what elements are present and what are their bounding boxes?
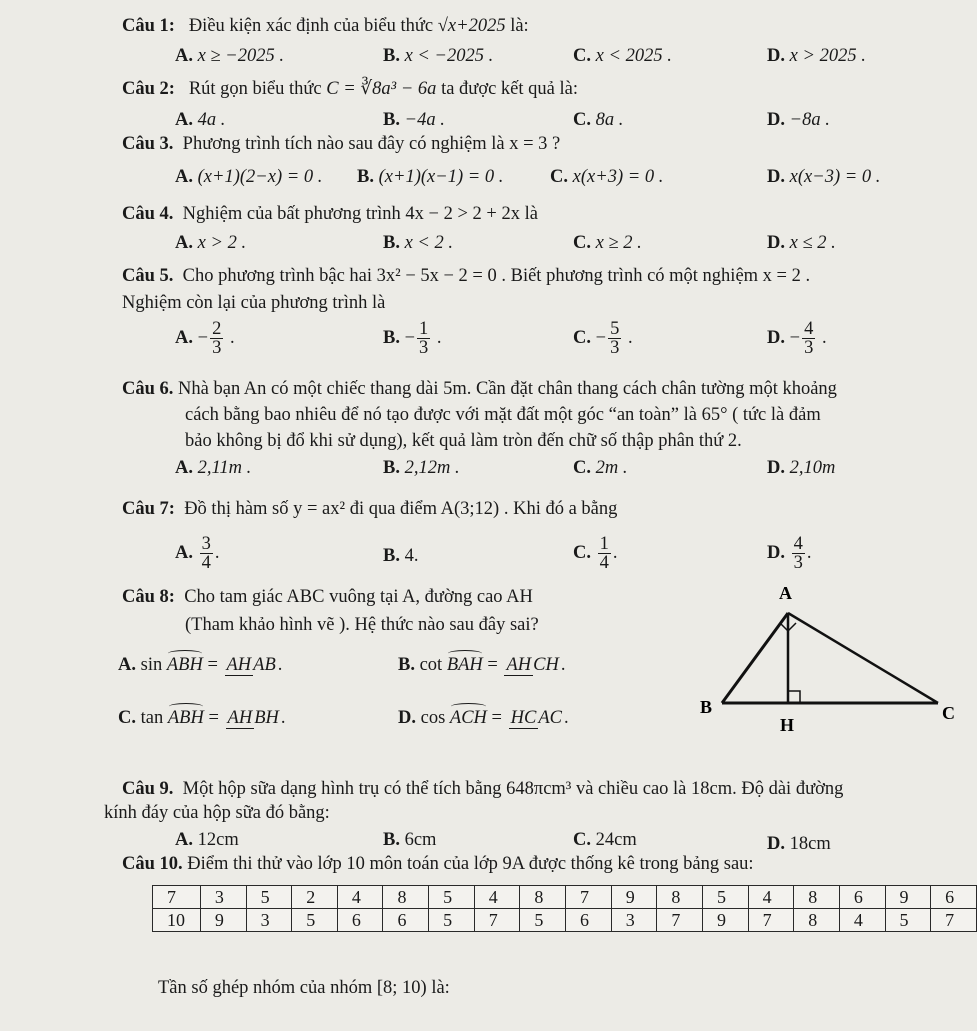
table-cell: 5 [702, 886, 748, 909]
q9-option-b: B. 6cm [383, 830, 437, 850]
q2-option-d: D. −8a . [767, 110, 830, 130]
table-cell: 6 [566, 909, 612, 932]
q2-option-b: B. −4a . [383, 110, 445, 130]
q9-option-c: C. 24cm [573, 830, 637, 850]
q1-option-c: C. x < 2025 . [573, 46, 672, 66]
q7-option-d: D. $\frac{4}{3}$ . [767, 534, 812, 573]
side-ac [788, 613, 938, 703]
q5-option-d: D. − $\frac{4}{3}$ . [767, 319, 827, 358]
table-cell: 8 [794, 909, 840, 932]
table-cell: 6 [337, 909, 383, 932]
table-cell: 7 [657, 909, 703, 932]
q4-option-d: D. x ≤ 2 . [767, 233, 836, 253]
table-cell: 7 [748, 909, 794, 932]
q9-option-a: A. 12cm [175, 830, 239, 850]
table-cell: 5 [429, 886, 475, 909]
q8-option-d: D. cos ACH = HC AC . [398, 708, 569, 729]
label-a: A [779, 585, 792, 603]
q7-option-b: B. 4. [383, 546, 419, 566]
table-cell: 3 [200, 886, 246, 909]
table-cell: 8 [794, 886, 840, 909]
q4-option-a: A. x > 2 . [175, 233, 247, 253]
q2-expression: C = ∛8a³ − 6a [326, 79, 437, 99]
q1-option-a: A. x ≥ −2025 . [175, 46, 284, 66]
table-cell: 7 [931, 909, 977, 932]
score-table [152, 885, 977, 932]
question-1: Câu 1: Điều kiện xác định của biểu thức √x+2025 là: [122, 16, 529, 36]
question-5: Câu 5. Cho phương trình bậc hai 3x² − 5x − 2 = 0 . Biết phương trình có một nghiệm x = 2 . [122, 266, 811, 286]
question-6-line-2: cách bằng bao nhiêu để nó tạo được với mặt đất một góc “an toàn” là 65° ( tức là đảm [185, 405, 821, 425]
q1-expression: √x+2025 [437, 16, 506, 36]
q3-option-a: A. (x+1)(2−x) = 0 . [175, 167, 323, 187]
q8-option-c: C. tan ABH = AH BH . [118, 708, 286, 729]
table-cell: 4 [474, 886, 520, 909]
question-3: Câu 3. Phương trình tích nào sau đây có nghiệm là x = 3 ? [122, 134, 561, 154]
side-ab [722, 613, 788, 703]
q1-option-b: B. x < −2025 . [383, 46, 494, 66]
question-2: Câu 2: Rút gọn biểu thức C = ∛8a³ − 6a ta được kết quả là: [122, 79, 578, 99]
q6-option-a: A. 2,11m . [175, 458, 252, 478]
question-6-line-3: bảo không bị đổ khi sử dụng), kết quả làm tròn đến chữ số thập phân thứ 2. [185, 431, 742, 451]
table-cell: 10 [153, 909, 201, 932]
question-8-line-2: (Tham khảo hình vẽ ). Hệ thức nào sau đây sai? [185, 615, 539, 635]
label-b: B [700, 697, 713, 717]
question-8: Câu 8: Cho tam giác ABC vuông tại A, đường cao AH [122, 587, 533, 607]
table-cell: 9 [702, 909, 748, 932]
table-cell: 4 [748, 886, 794, 909]
table-cell: 8 [383, 886, 429, 909]
question-5-line-2: Nghiệm còn lại của phương trình là [122, 293, 386, 313]
table-cell: 3 [611, 909, 657, 932]
table-cell: 4 [337, 886, 383, 909]
label-h: H [780, 715, 795, 735]
q6-option-b: B. 2,12m . [383, 458, 460, 478]
table-cell: 5 [885, 909, 931, 932]
question-10-ask: Tần số ghép nhóm của nhóm [8; 10) là: [158, 978, 450, 998]
table-cell: 5 [246, 886, 292, 909]
q6-option-d: D. 2,10m [767, 458, 836, 478]
q3-option-d: D. x(x−3) = 0 . [767, 167, 881, 187]
table-cell: 6 [383, 909, 429, 932]
question-9-line-2: kính đáy của hộp sữa đó bằng: [104, 803, 330, 823]
table-cell: 9 [200, 909, 246, 932]
table-cell: 8 [520, 886, 566, 909]
q2-option-c: C. 8a . [573, 110, 624, 130]
q5-option-c: C. − $\frac{5}{3}$ . [573, 319, 633, 358]
question-6: Câu 6. Nhà bạn An có một chiếc thang dài 5m. Cần đặt chân thang cách chân tường một khoảng [122, 379, 837, 399]
q5-option-a: A. − $\frac{2}{3}$ . [175, 319, 235, 358]
table-cell: 4 [839, 909, 885, 932]
q2-option-a: A. 4a . [175, 110, 226, 130]
q4-option-b: B. x < 2 . [383, 233, 454, 253]
table-cell: 8 [657, 886, 703, 909]
question-10: Câu 10. Điểm thi thử vào lớp 10 môn toán của lớp 9A được thống kê trong bảng sau: [122, 854, 754, 874]
table-cell: 6 [931, 886, 977, 909]
table-cell: 7 [153, 886, 201, 909]
table-cell: 9 [611, 886, 657, 909]
table-cell: 7 [566, 886, 612, 909]
table-cell: 9 [885, 886, 931, 909]
table-row [153, 886, 977, 909]
question-4: Câu 4. Nghiệm của bất phương trình 4x − 2 > 2 + 2x là [122, 204, 538, 224]
table-cell: 5 [292, 909, 338, 932]
q6-option-c: C. 2m . [573, 458, 628, 478]
q1-option-d: D. x > 2025 . [767, 46, 866, 66]
table-cell: 5 [429, 909, 475, 932]
table-cell: 7 [474, 909, 520, 932]
q9-option-d: D. 18cm [767, 834, 831, 854]
q7-option-a: A. $\frac{3}{4}$ . [175, 534, 220, 573]
right-angle-h [788, 691, 800, 703]
q8-option-b: B. cot BAH = AH CH . [398, 655, 566, 676]
table-cell: 5 [520, 909, 566, 932]
question-7: Câu 7: Đồ thị hàm số y = ax² đi qua điểm A(3;12) . Khi đó a bằng [122, 499, 618, 519]
question-9: Câu 9. Một hộp sữa dạng hình trụ có thể tích bằng 648πcm³ và chiều cao là 18cm. Độ dài đường [122, 779, 844, 799]
q7-option-c: C. $\frac{1}{4}$ . [573, 534, 618, 573]
q4-option-c: C. x ≥ 2 . [573, 233, 642, 253]
table-cell: 3 [246, 909, 292, 932]
q3-option-b: B. (x+1)(x−1) = 0 . [357, 167, 504, 187]
q5-option-b: B. − $\frac{1}{3}$ . [383, 319, 442, 358]
table-cell: 2 [292, 886, 338, 909]
label-c: C [942, 703, 955, 723]
q3-option-c: C. x(x+3) = 0 . [550, 167, 664, 187]
q8-option-a: A. sin ABH = AH AB . [118, 655, 283, 676]
table-cell: 6 [839, 886, 885, 909]
table-row [153, 909, 977, 932]
triangle-figure [692, 585, 977, 745]
